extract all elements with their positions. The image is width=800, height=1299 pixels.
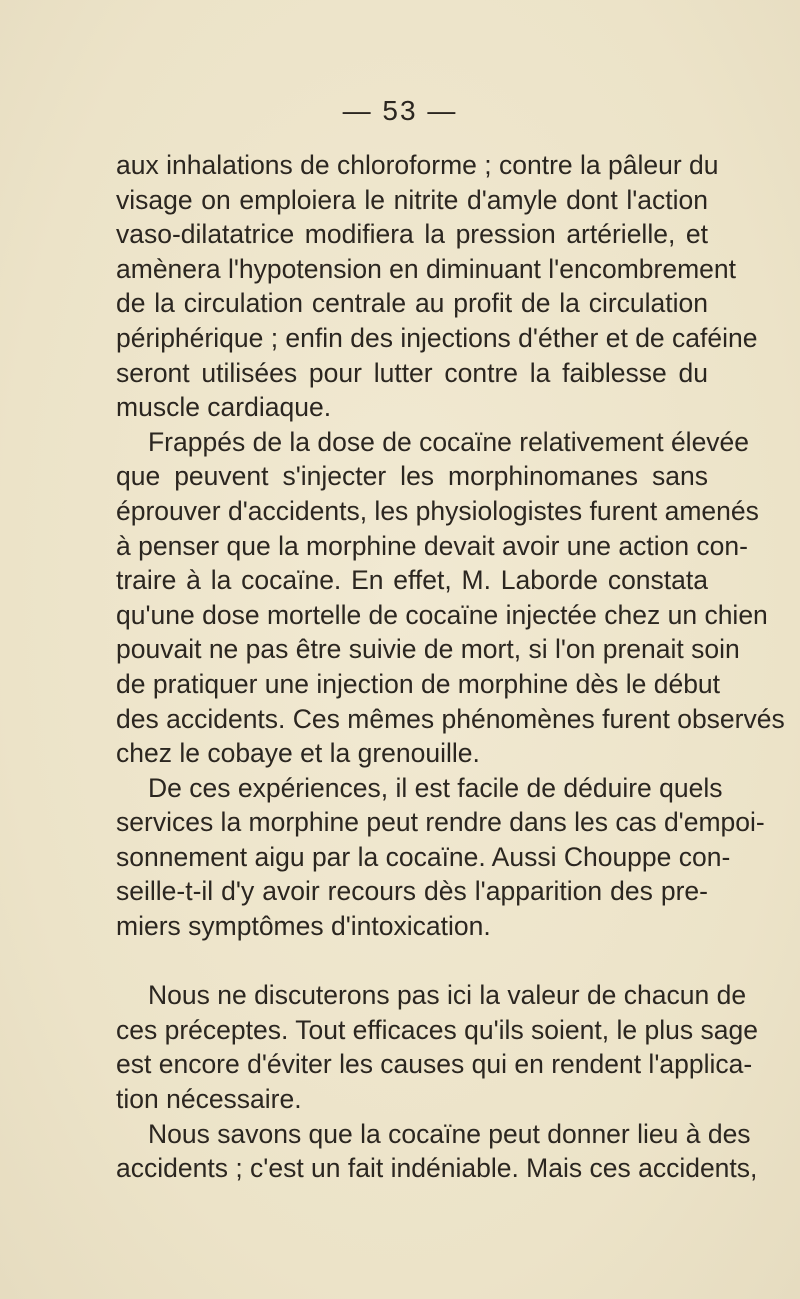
text-line: miers symptômes d'intoxication. [116, 911, 491, 942]
text-line: amènera l'hypotension en diminuant l'encombrement [116, 253, 736, 284]
text-line: services la morphine peut rendre dans les cas d'empoi- [116, 807, 765, 838]
text-line: muscle cardiaque. [116, 392, 332, 423]
paragraph [116, 425, 785, 771]
text-line: visage on emploiera le nitrite d'amyle dont l'action [116, 184, 708, 215]
text-line: accidents ; c'est un fait indéniable. Mais ces accidents, [116, 1153, 758, 1184]
text-line: ces préceptes. Tout efficaces qu'ils soient, le plus sage [116, 1014, 758, 1045]
text-line: à penser que la morphine devait avoir une action con- [116, 530, 748, 561]
text-line: périphérique ; enfin des injections d'éther et de caféine [116, 322, 758, 353]
text-line: vaso-dilatatrice modifiera la pression artérielle, et [116, 219, 708, 250]
text-line: seille-t-il d'y avoir recours dès l'apparition des pre- [116, 876, 708, 907]
paragraph [116, 771, 765, 944]
text-line: éprouver d'accidents, les physiologistes furent amenés [116, 495, 759, 526]
text-line: qu'une dose mortelle de cocaïne injectée chez un chien [116, 599, 768, 630]
text-line: Frappés de la dose de cocaïne relativement élevée [148, 426, 750, 457]
text-line: des accidents. Ces mêmes phénomènes furent observés [116, 703, 785, 734]
paragraph [116, 978, 758, 1116]
text-line: Nous savons que la cocaïne peut donner lieu à des [148, 1118, 751, 1149]
text-line: sonnement aigu par la cocaïne. Aussi Chouppe con- [116, 841, 731, 872]
text-line: traire à la cocaïne. En effet, M. Laborde constata [116, 565, 708, 596]
text-line: de la circulation centrale au profit de la circulation [116, 288, 708, 319]
paragraph [116, 1117, 758, 1186]
text-line: est encore d'éviter les causes qui en rendent l'applica- [116, 1049, 753, 1080]
text-line: Nous ne discuterons pas ici la valeur de chacun de [148, 980, 747, 1011]
text-line: chez le cobaye et la grenouille. [116, 738, 480, 769]
text-line: aux inhalations de chloroforme ; contre la pâleur du [116, 150, 719, 180]
text-line: tion nécessaire. [116, 1084, 302, 1115]
section-gap [116, 944, 708, 979]
text-line: De ces expériences, il est facile de déduire quels [148, 772, 723, 803]
text-line: pouvait ne pas être suivie de mort, si l'on prenait soin [116, 634, 740, 665]
page-body-text [116, 148, 785, 1186]
text-line: que peuvent s'injecter les morphinomanes sans [116, 461, 708, 492]
text-line: seront utilisées pour lutter contre la faiblesse du [116, 357, 708, 388]
page-number: — 53 — [342, 95, 458, 126]
paragraph [116, 148, 758, 425]
text-line: de pratiquer une injection de morphine dès le début [116, 668, 721, 699]
